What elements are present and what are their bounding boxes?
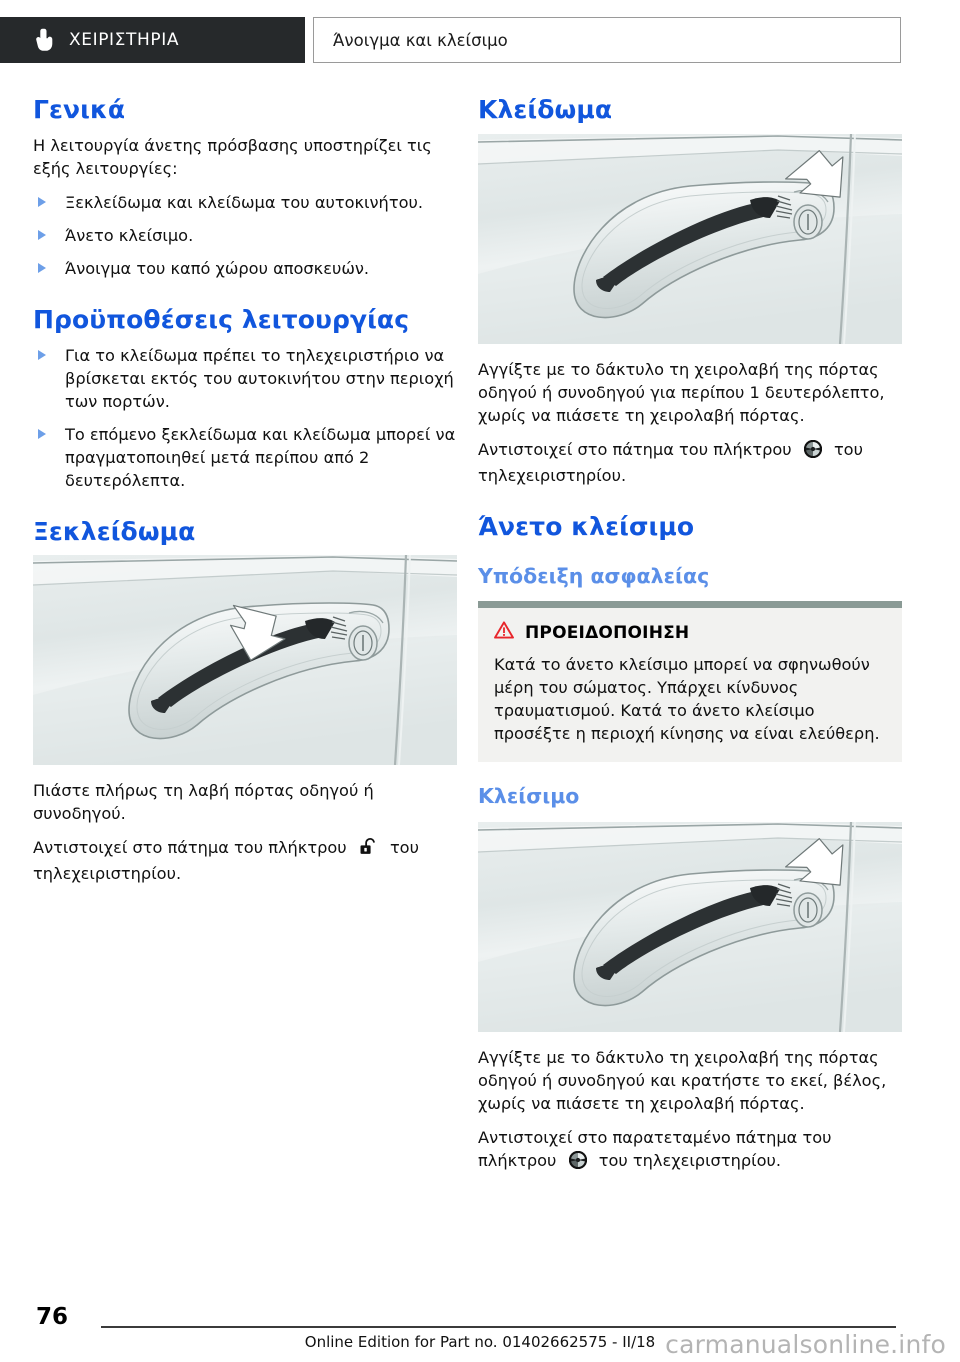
- closing-text-2-after: του τηλεχειριστηρίου.: [598, 1150, 781, 1170]
- triangle-bullet-icon: [38, 350, 46, 360]
- left-column: [33, 96, 457, 896]
- footer-edition-text: Online Edition for Part no. 01402662575 - II/18: [304, 1333, 656, 1351]
- heading-general: Γενικά: [33, 95, 126, 124]
- footer-rule: [101, 1326, 896, 1328]
- lock-text-2-before: Αντιστοιχεί στο πάτημα του πλήκτρου: [478, 439, 792, 459]
- chapter-label: ΧΕΙΡΙΣΤΗΡΙΑ: [69, 30, 180, 50]
- page-header: [0, 17, 960, 63]
- triangle-bullet-icon: [38, 197, 46, 207]
- right-column: [478, 96, 902, 1186]
- chapter-tab[interactable]: [0, 17, 305, 63]
- list-item-label: Το επόμενο ξεκλείδωμα και κλείδωμα μπορεί να πραγματοποιηθεί μετά περίπου από 2 δευτερόλεπτα.: [65, 424, 456, 490]
- warning-text: Κατά το άνετο κλείσιμο μπορεί να σφηνωθούν μέρη του σώματος. Υπάρχει κίνδυνος τραυματισμού. Κατά το άνετο κλείσιμο προσέξτε η περιοχή κίνησης να είναι ελεύθερη.: [494, 655, 880, 744]
- warning-box-body: [478, 608, 902, 762]
- warning-title-label: ΠΡΟΕΙΔΟΠΟΙΗΣΗ: [525, 622, 690, 643]
- unlock-text-2-after: του τηλεχειριστηρίου.: [33, 838, 419, 884]
- list-item: [33, 224, 457, 247]
- heading-prerequisites: Προϋποθέσεις λειτουργίας: [33, 304, 410, 334]
- list-item-label: Άνετο κλείσιμο.: [65, 225, 194, 245]
- site-watermark: carmanualsonline.info: [665, 1330, 946, 1359]
- door-handle-close-photo: [478, 822, 902, 1032]
- list-item: [33, 344, 457, 413]
- hand-pointing-icon: [35, 28, 55, 52]
- subheading-closing: Κλείσιμο: [478, 784, 580, 809]
- unlock-padlock-icon: [359, 837, 378, 862]
- closing-text-1: Αγγίξτε με το δάκτυλο τη χειρολαβή της πόρτας οδηγού ή συνοδηγού και κρατήστε το εκεί, βέλος, χωρίς να πιάσετε τη χειρολαβή πόρτας.: [478, 1047, 887, 1113]
- lock-text-2: [478, 438, 902, 487]
- warning-title-row: [494, 621, 886, 644]
- lock-text-1: Αγγίξτε με το δάκτυλο τη χειρολαβή της πόρτας οδηγού ή συνοδηγού για περίπου 1 δευτερόλεπτο, χωρίς να πιάσετε τη χειρολαβή πόρτας.: [478, 359, 885, 425]
- heading-unlock: Ξεκλείδωμα: [33, 516, 196, 546]
- page-footer: [0, 1300, 960, 1362]
- general-bullet-list: [33, 191, 457, 280]
- warning-box: [478, 601, 902, 762]
- subheading-safety-note: Υπόδειξη ασφαλείας: [478, 563, 710, 588]
- door-handle-lock-photo: [478, 134, 902, 344]
- unlock-text-2-before: Αντιστοιχεί στο πάτημα του πλήκτρου: [33, 838, 347, 858]
- heading-lock: Κλείδωμα: [478, 95, 613, 124]
- list-item: [33, 257, 457, 280]
- door-handle-unlock-photo: [33, 555, 457, 765]
- closing-text-2-before: Αντιστοιχεί στο παρατεταμένο πάτημα του πλήκτρου: [478, 1127, 832, 1170]
- unlock-text-1: Πιάστε πλήρως τη λαβή πόρτας οδηγού ή συνοδηγού.: [33, 781, 374, 824]
- prerequisites-bullet-list: [33, 344, 457, 492]
- page-title: Άνοιγμα και κλείσιμο: [313, 17, 901, 63]
- triangle-bullet-icon: [38, 263, 46, 273]
- closing-text-2: [478, 1126, 902, 1175]
- unlock-text-2: [33, 836, 457, 885]
- lock-padlock-icon: [569, 1151, 587, 1175]
- list-item: [33, 191, 457, 214]
- triangle-bullet-icon: [38, 429, 46, 439]
- list-item: [33, 423, 457, 492]
- heading-comfort-close: Άνετο κλείσιμο: [478, 511, 695, 541]
- lock-text-2-after: του τηλεχειριστηρίου.: [478, 439, 863, 485]
- list-item-label: Για το κλείδωμα πρέπει το τηλεχειριστήριο να βρίσκεται εκτός του αυτοκινήτου στην περιοχή των πορτών.: [65, 345, 454, 411]
- list-item-label: Ξεκλείδωμα και κλείδωμα του αυτοκινήτου.: [65, 192, 423, 212]
- warning-box-top-bar: [478, 601, 902, 608]
- page-number: 76: [36, 1304, 69, 1330]
- general-intro: Η λειτουργία άνετης πρόσβασης υποστηρίζει τις εξής λειτουργίες:: [33, 135, 432, 178]
- lock-padlock-icon: [804, 440, 822, 464]
- warning-triangle-icon: [494, 621, 514, 644]
- triangle-bullet-icon: [38, 230, 46, 240]
- list-item-label: Άνοιγμα του καπό χώρου αποσκευών.: [65, 258, 370, 278]
